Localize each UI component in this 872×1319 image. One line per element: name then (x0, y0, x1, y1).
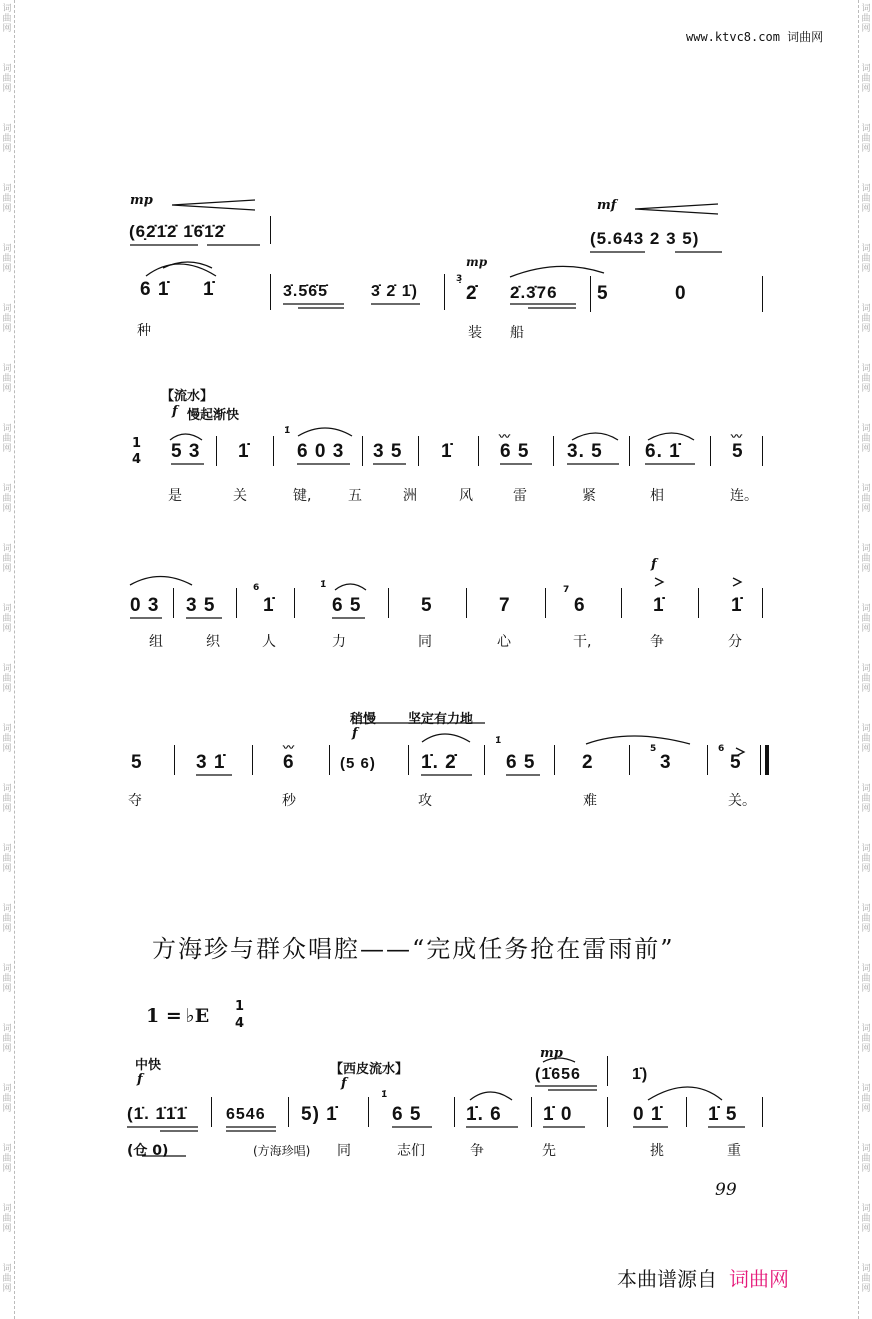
note-group-upper: 1̇) (632, 1066, 649, 1083)
watermark-text: 词 曲 网 (2, 724, 12, 754)
accent-mark (733, 578, 741, 586)
note-group: 3 (660, 752, 672, 773)
note-group: 5 3 (171, 441, 201, 462)
slur (335, 584, 366, 590)
ornament-mark: 〰 (499, 430, 510, 443)
note-group: (5 6) (340, 755, 376, 772)
watermark-text: 词 曲 网 (2, 364, 12, 394)
lyric: 关 (233, 488, 247, 504)
slur (298, 428, 352, 436)
slur (572, 433, 618, 440)
note-group: 7 (499, 595, 511, 616)
barline (211, 1097, 212, 1127)
slur (163, 262, 212, 268)
barline (707, 745, 708, 775)
lyric: 键, (293, 488, 312, 504)
note-group: 0 (675, 283, 687, 304)
note-group: 5 (421, 595, 433, 616)
ornament-mark: 〰 (731, 430, 742, 443)
watermark-text: 词 曲 网 (2, 544, 12, 574)
watermark-text: 词 曲 网 (861, 1144, 871, 1174)
note-group: 1̇ (653, 595, 665, 616)
note-group: 1̇ (731, 595, 743, 616)
watermark-text: 词 曲 网 (2, 904, 12, 934)
dynamic-mp: mp (130, 193, 153, 208)
watermark-text: 词 曲 网 (861, 664, 871, 694)
song-title: 方海珍与群众唱腔——“完成任务抢在雷雨前” (152, 935, 675, 963)
lyric: 装 (468, 325, 482, 341)
watermark-text: 词 曲 网 (2, 1084, 12, 1114)
watermark-text: 词 曲 网 (2, 1204, 12, 1234)
site-url[interactable]: www.ktvc8.com 词曲网 (686, 30, 824, 44)
section-marker: 【西皮流水】 (330, 1062, 409, 1077)
watermark-text: 词 曲 网 (861, 784, 871, 814)
watermark-text: 词 曲 网 (861, 604, 871, 634)
watermark-text: 词 曲 网 (861, 4, 871, 34)
watermark-text: 词 曲 网 (2, 124, 12, 154)
section-marker: 【流水】 (161, 389, 214, 404)
key-signature: 1 = ♭E (146, 1005, 210, 1027)
barline (553, 436, 554, 466)
accent-mark (655, 578, 663, 586)
slur (586, 736, 690, 744)
watermark-text: 词 曲 网 (2, 664, 12, 694)
dynamic-mp: mp (540, 1046, 563, 1061)
barline (362, 436, 363, 466)
barline (686, 1097, 687, 1127)
watermark-text: 词 曲 网 (861, 124, 871, 154)
lyric: 心 (497, 634, 511, 650)
singer-label: (方海珍唱) (253, 1144, 311, 1158)
lyric: 织 (206, 634, 220, 650)
barline (762, 1097, 763, 1127)
note-group: 2̇ (466, 283, 478, 304)
note-group: 0 1̇ (633, 1104, 663, 1125)
watermark-text: 词 曲 网 (861, 424, 871, 454)
note-group: 6 5 (392, 1104, 422, 1125)
note-group: 6 0 3 (297, 441, 345, 462)
dynamic-mf: mf (597, 198, 617, 213)
watermark-text: 词 曲 网 (861, 904, 871, 934)
watermark-text: 词 曲 网 (861, 184, 871, 214)
watermark-text: 词 曲 网 (2, 604, 12, 634)
watermark-text: 词 曲 网 (2, 244, 12, 274)
barline (329, 745, 330, 775)
dynamic-mp: mp (466, 255, 488, 269)
watermark-text: 词 曲 网 (2, 844, 12, 874)
watermark-text: 词 曲 网 (861, 544, 871, 574)
note-group: (1̇. 1̇1̇1̇ (127, 1104, 187, 1123)
note-group: 6 1̇ (140, 279, 170, 300)
barline (294, 588, 295, 618)
barline (478, 436, 479, 466)
dynamic-f: f (341, 1076, 347, 1091)
watermark-text: 词 曲 网 (2, 184, 12, 214)
barline (270, 216, 271, 244)
barline (621, 588, 622, 618)
note-group: 6 (283, 752, 295, 773)
lyric: 种 (137, 323, 151, 339)
dynamic-f: f (651, 557, 657, 572)
note-group: 0 3 (130, 595, 160, 616)
watermark-text: 词 曲 网 (861, 844, 871, 874)
barline (273, 436, 274, 466)
barline (444, 274, 445, 310)
note-group: 6546 (226, 1106, 266, 1123)
note-group: 6 5 (506, 752, 536, 773)
note-group: 3̇ 2̇ 1̇) (371, 283, 418, 300)
lyric: 船 (510, 325, 524, 341)
watermark-text: 词 曲 网 (861, 1264, 871, 1294)
watermark-text: 词 曲 网 (861, 964, 871, 994)
lyric: 洲 (403, 488, 417, 504)
note-group: 1̇ (238, 441, 250, 462)
lyric: 组 (149, 634, 163, 650)
tempo-marking: 稍慢 (350, 712, 377, 727)
watermark-text: 词 曲 网 (2, 4, 12, 34)
left-watermark-strip (0, 0, 14, 1319)
lyric: 攻 (418, 793, 432, 809)
crescendo-hairpin (635, 204, 718, 214)
lyric: 是 (168, 488, 182, 504)
percussion-cue: (仓 0) (127, 1143, 169, 1159)
note-group: 5) 1̇ (301, 1104, 338, 1125)
barline (174, 745, 175, 775)
dynamic-f: f (172, 404, 178, 419)
slur (648, 1087, 722, 1100)
watermark-text: 词 曲 网 (2, 304, 12, 334)
grace-note: 6 (253, 583, 260, 593)
watermark-text: 词 曲 网 (861, 1204, 871, 1234)
note-group: 1̇ 5 (708, 1104, 738, 1125)
watermark-text: 词 曲 网 (2, 1144, 12, 1174)
slur (130, 577, 192, 586)
lyric: 人 (262, 634, 276, 650)
note-group: 2 (582, 752, 594, 773)
lyric: 风 (459, 488, 473, 504)
tempo-marking: 坚定有力地 (408, 712, 474, 727)
watermark-text: 词 曲 网 (2, 424, 12, 454)
time-signature-bottom: 4 (235, 1016, 245, 1031)
barline (698, 588, 699, 618)
barline (710, 436, 711, 466)
barline (590, 276, 591, 312)
slur (470, 1092, 512, 1100)
barline (629, 745, 630, 775)
barline (288, 1097, 289, 1127)
watermark-text: 词 曲 网 (2, 64, 12, 94)
watermark-text: 词 曲 网 (861, 724, 871, 754)
barline (531, 1097, 532, 1127)
barline (388, 588, 389, 618)
watermark-text: 词 曲 网 (861, 484, 871, 514)
note-group: 5 (732, 441, 744, 462)
grace-note: 1̇ (284, 426, 291, 436)
barline (484, 745, 485, 775)
watermark-text: 词 曲 网 (861, 364, 871, 394)
slur (422, 734, 470, 742)
lyric: 关。 (728, 793, 756, 809)
note-group: 3 5 (186, 595, 216, 616)
barline (760, 745, 761, 775)
lyric: 争 (470, 1143, 484, 1159)
lyric: 紧 (582, 488, 596, 504)
lyric: 夺 (128, 793, 142, 809)
lyric: 五 (348, 488, 362, 504)
dynamic-f: f (352, 726, 358, 741)
barline (408, 745, 409, 775)
note-group: 5 (730, 752, 742, 773)
note-group: 3. 5 (567, 441, 603, 462)
watermark-text: 词 曲 网 (861, 304, 871, 334)
barline (545, 588, 546, 618)
grace-note: 1̇ (495, 736, 502, 746)
barline (762, 588, 763, 618)
grace-note: 6 (718, 744, 725, 754)
barline (629, 436, 630, 466)
note-group: 5 (131, 752, 143, 773)
note-group: 1̇ (263, 595, 275, 616)
note-group: 1̇ (441, 441, 453, 462)
lyric: 雷 (513, 488, 527, 504)
barline (762, 436, 763, 466)
barline (554, 745, 555, 775)
barline (418, 436, 419, 466)
dynamic-f: f (137, 1072, 143, 1087)
lyric: 秒 (282, 793, 296, 809)
watermark-text: 词 曲 网 (2, 484, 12, 514)
ornament-mark: 〰 (283, 741, 294, 754)
note-group: 3̇.5̇6̇5̇ (283, 283, 329, 300)
barline (368, 1097, 369, 1127)
watermark-text: 词 曲 网 (861, 244, 871, 274)
watermark-text: 词 曲 网 (861, 1024, 871, 1054)
note-group: 6 5 (500, 441, 530, 462)
note-group: 3 5 (373, 441, 403, 462)
lyric: 同 (418, 634, 432, 650)
note-group: 1̇. 2̇ (421, 752, 457, 773)
note-group: 5 (597, 283, 609, 304)
barline (173, 588, 174, 618)
watermark-text: 词 曲 网 (2, 964, 12, 994)
slur (146, 264, 216, 276)
tempo-marking: 中快 (135, 1058, 162, 1073)
intro-notes-left: (6̣2̇1̇2̇ 1̇6̇1̇2̇ (129, 222, 226, 241)
lyric: 难 (583, 793, 597, 809)
note-group: 6 5 (332, 595, 362, 616)
watermark-text: 词 曲 网 (2, 1024, 12, 1054)
barline (270, 274, 271, 310)
tempo-marking: 慢起渐快 (187, 408, 240, 423)
lyric: 重 (727, 1143, 741, 1159)
grace-note: 7 (563, 585, 570, 595)
lyric: 挑 (650, 1143, 664, 1159)
barline (236, 588, 237, 618)
note-group: 6. 1̇ (645, 441, 681, 462)
lyric: 分 (728, 634, 742, 650)
barline (466, 588, 467, 618)
grace-note: 5 (650, 744, 657, 754)
right-watermark-strip (858, 0, 872, 1319)
barline (607, 1097, 608, 1127)
note-group-upper: (1̇656 (535, 1066, 581, 1083)
watermark-text: 词 曲 网 (861, 1084, 871, 1114)
source-credit[interactable]: 本曲谱源自 词曲网 (617, 1267, 789, 1291)
grace-note: 1̇ (320, 580, 327, 590)
watermark-text: 词 曲 网 (861, 64, 871, 94)
note-group: 1̇. 6 (466, 1104, 502, 1125)
grace-note: 3̣ (456, 274, 463, 284)
intro-notes-right: (5.643 2 3 5) (590, 229, 700, 248)
watermark-text: 词 曲 网 (2, 1264, 12, 1294)
time-signature-top: 1 (132, 436, 142, 451)
note-group: 1̇ (203, 279, 215, 300)
barline (607, 1056, 608, 1086)
lyric: 志们 (397, 1143, 425, 1159)
note-group: 1̇ 0 (543, 1104, 573, 1125)
note-group: 6 (574, 595, 586, 616)
barline (216, 436, 217, 466)
grace-note: 1̇ (381, 1090, 388, 1100)
lyric: 争 (650, 634, 664, 650)
time-signature-bottom: 4 (132, 452, 142, 467)
barline (454, 1097, 455, 1127)
lyric: 同 (337, 1143, 351, 1159)
lyric: 先 (542, 1143, 556, 1159)
final-barline (765, 745, 769, 775)
note-group: 2̇.3̇76 (510, 283, 558, 302)
lyric: 相 (650, 488, 664, 504)
page-number: 99 (715, 1180, 737, 1200)
lyric: 力 (332, 634, 346, 650)
time-signature-top: 1 (235, 999, 245, 1014)
lyric: 连。 (730, 488, 758, 504)
lyric: 干, (573, 634, 592, 650)
barline (762, 276, 763, 312)
slur (648, 433, 694, 440)
crescendo-hairpin (172, 200, 255, 210)
note-group: 3 1̇ (196, 752, 226, 773)
barline (252, 745, 253, 775)
slur (170, 434, 202, 440)
watermark-text: 词 曲 网 (2, 784, 12, 814)
